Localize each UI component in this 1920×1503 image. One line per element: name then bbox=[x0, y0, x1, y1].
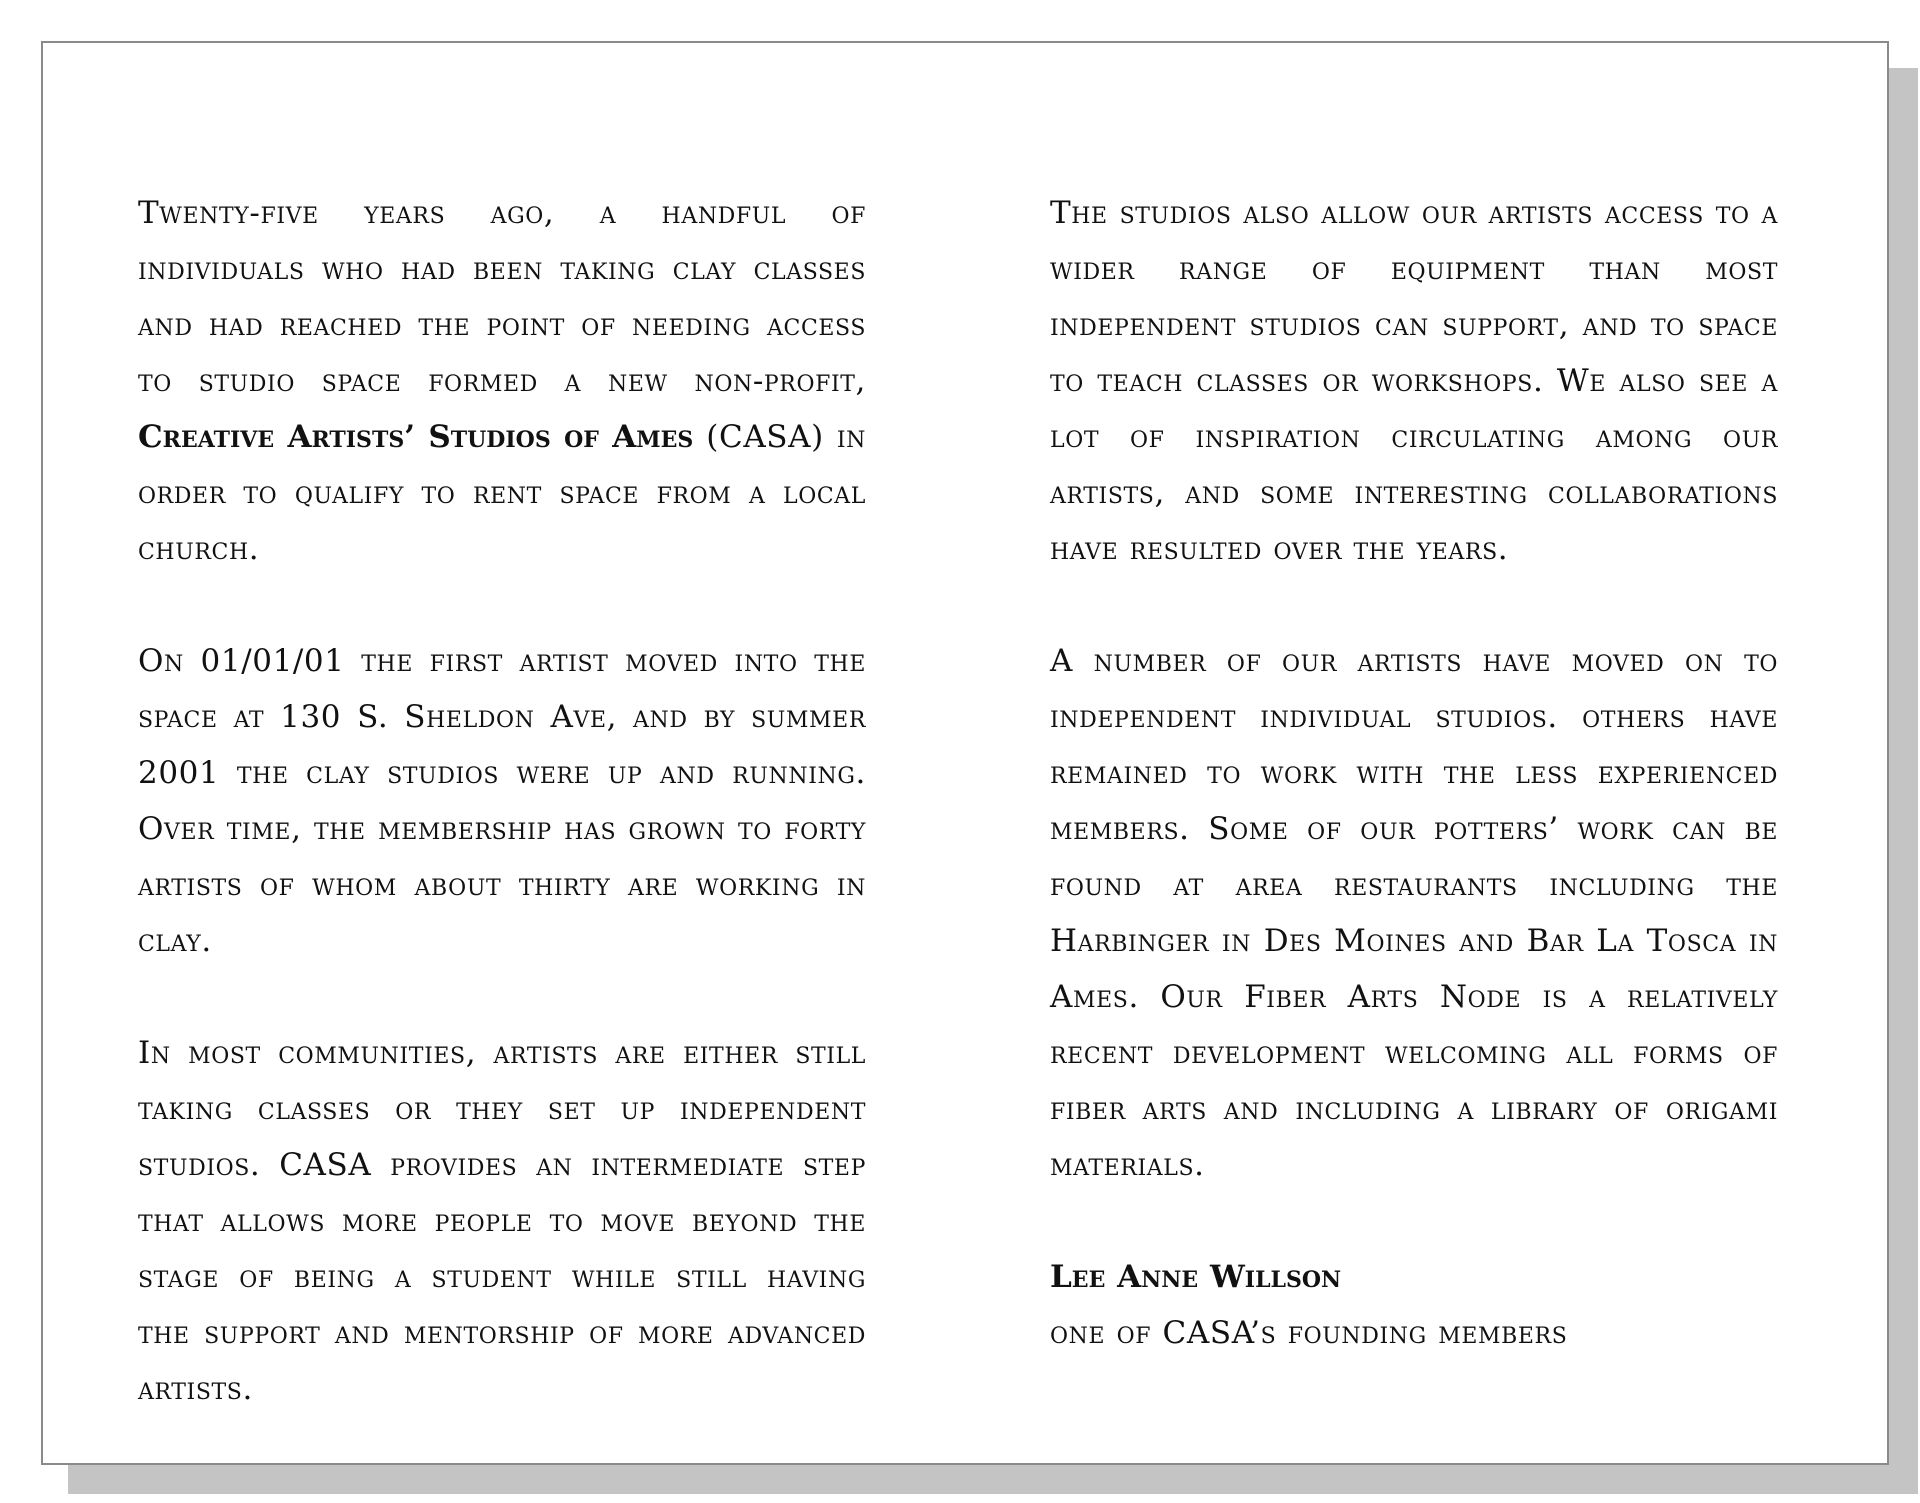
document-page bbox=[41, 41, 1889, 1465]
left-paragraph-2: On 01/01/01 the first artist moved into the space at 130 S. Sheldon Ave, and by summer 2001 the clay studios were up and running. Over time, the membership has grown to forty artists of whom about thirty are working in clay. bbox=[138, 643, 866, 959]
signature-name: Lee Anne Willson bbox=[1050, 1259, 1342, 1295]
left-paragraph-1-text-start: Twenty-five years ago, a handful of individuals who had been taking clay classes and had reached the point of needing access to studio space formed a new non-profit, bbox=[138, 195, 866, 399]
right-paragraph-2: A number of our artists have moved on to independent individual studios. others have remained to work with the less experienced members. Some of our potters’ work can be found at area restaurants including the Harbinger in Des Moines and Bar La Tosca in Ames. Our Fiber Arts Node is a relatively recent development welcoming all forms of fiber arts and including a library of origami materials. bbox=[1050, 643, 1778, 1183]
signature-role: one of CASA’s founding members bbox=[1050, 1315, 1568, 1351]
signature-block bbox=[1050, 1249, 1778, 1361]
left-paragraph-3: In most communities, artists are either still taking classes or they set up independent studios. CASA provides an intermediate step that allows more people to move beyond the stage of being a student while still having the support and mentorship of more advanced artists. bbox=[138, 1035, 866, 1407]
organization-name: Creative Artists’ Studios of Ames bbox=[138, 419, 694, 455]
left-paragraph-1-text-end: (CASA) in order to qualify to rent space from a local church. bbox=[138, 419, 866, 567]
left-column bbox=[138, 185, 866, 1417]
right-paragraph-1: The studios also allow our artists access to a wider range of equipment than most independent studios can support, and to space to teach classes or workshops. We also see a lot of inspiration circulating among our artists, and some interesting collaborations have resulted over the years. bbox=[1050, 195, 1778, 567]
right-column bbox=[1050, 185, 1778, 1361]
left-paragraph-1 bbox=[138, 185, 866, 577]
